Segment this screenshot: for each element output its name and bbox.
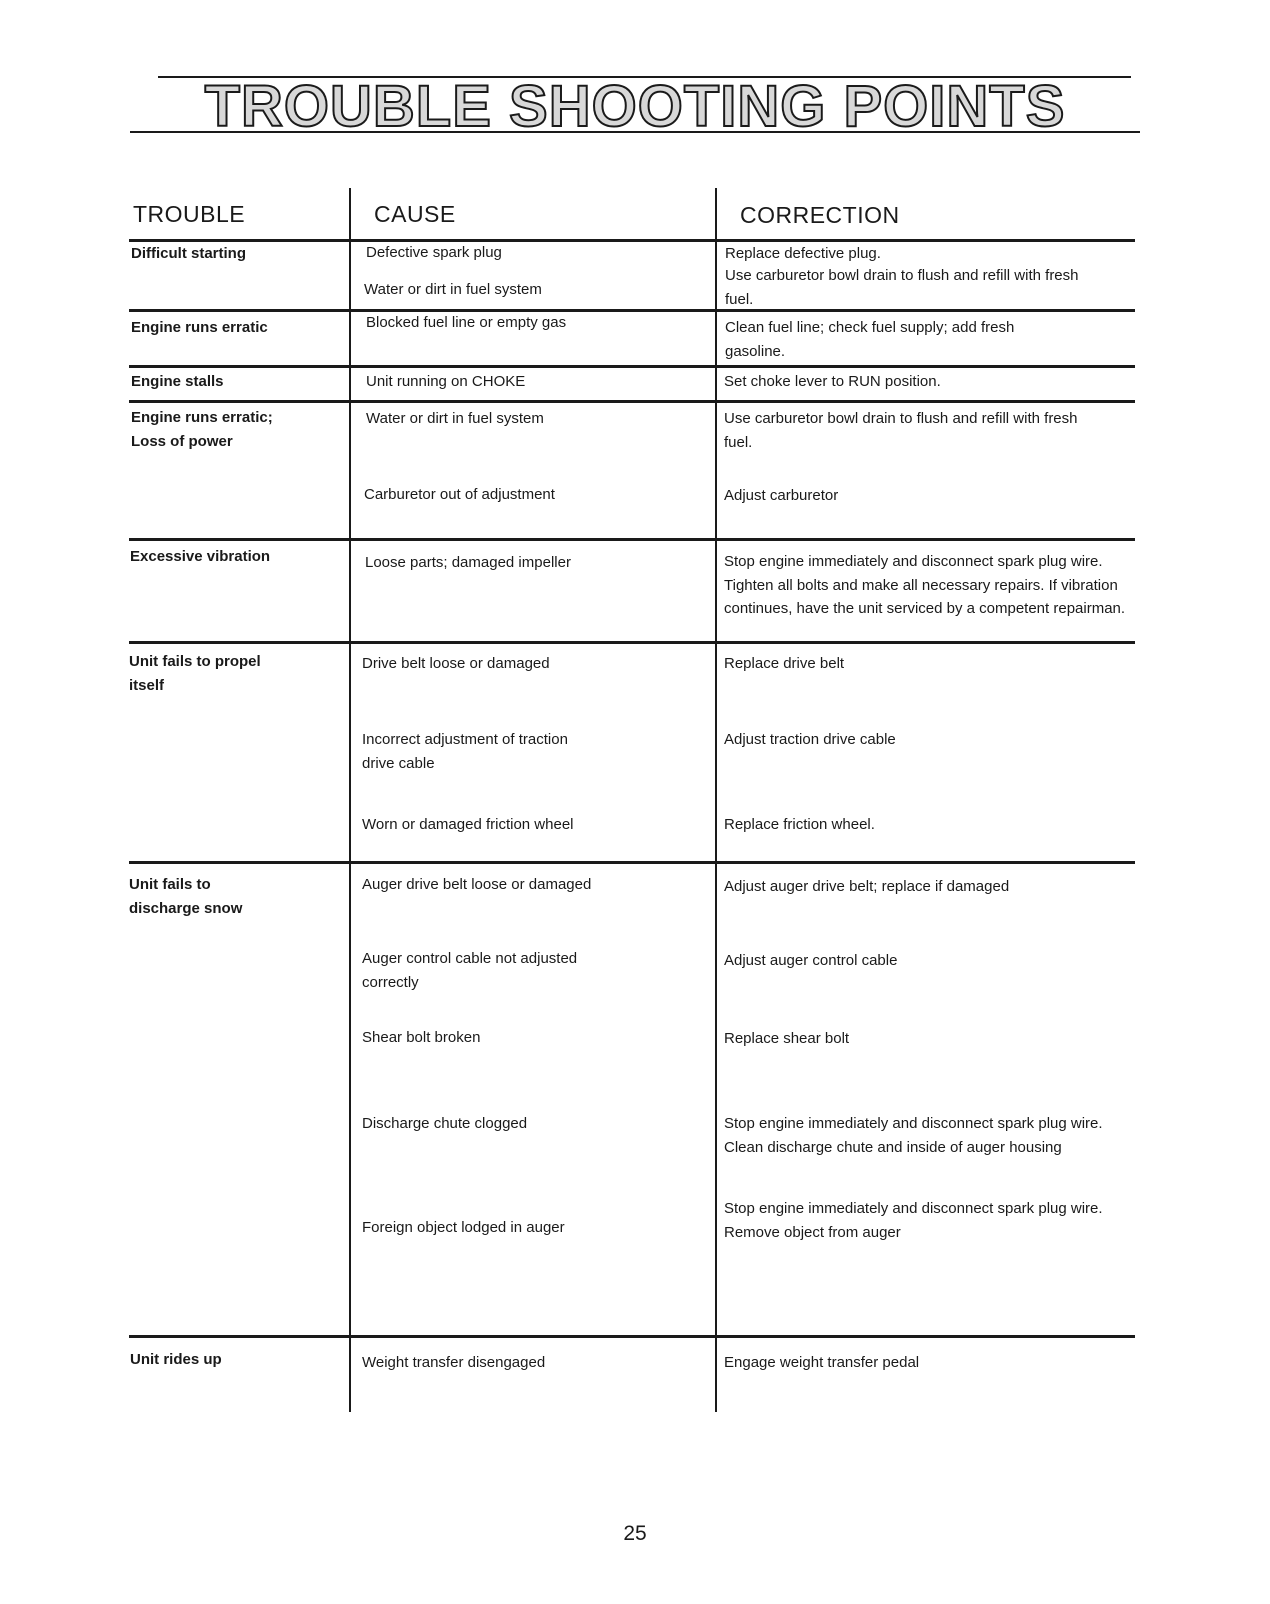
cause-cell: Auger control cable not adjusted correctly (362, 950, 578, 991)
correction-cell: Adjust traction drive cable (724, 731, 896, 748)
cause-cell: Shear bolt broken (362, 1029, 481, 1046)
correction-cell: Stop engine immediately and disconnect spark plug wire. Remove object from auger (724, 1200, 1103, 1241)
cause-cell: Drive belt loose or damaged (362, 655, 550, 672)
header-correction: CORRECTION (740, 202, 900, 228)
correction-cell: Use carburetor bowl drain to flush and refill with fresh fuel. (725, 267, 1079, 308)
correction-cell: Stop engine immediately and disconnect spark plug wire. Tighten all bolts and make all necessary repairs. If vibration continues, have the unit serviced by a competent repairman. (724, 553, 1126, 617)
correction-cell: Replace defective plug. (725, 245, 881, 262)
trouble-cell: Engine stalls (131, 373, 224, 390)
correction-cell: Clean fuel line; check fuel supply; add fresh gasoline. (725, 319, 1015, 360)
correction-cell: Replace friction wheel. (724, 816, 875, 833)
correction-cell: Set choke lever to RUN position. (724, 373, 941, 390)
cause-cell: Foreign object lodged in auger (362, 1219, 565, 1236)
cause-cell: Unit running on CHOKE (366, 373, 526, 390)
cause-cell: Loose parts; damaged impeller (365, 554, 571, 571)
row-rule (129, 861, 1135, 864)
correction-cell: Replace shear bolt (724, 1030, 850, 1047)
correction-cell: Use carburetor bowl drain to flush and refill with fresh fuel. (724, 410, 1078, 451)
column-divider-2 (715, 188, 717, 1412)
cause-cell: Blocked fuel line or empty gas (366, 314, 567, 331)
correction-cell: Stop engine immediately and disconnect spark plug wire. Clean discharge chute and inside of auger housing (724, 1115, 1103, 1156)
cause-cell: Defective spark plug (366, 244, 502, 261)
correction-cell: Replace drive belt (724, 655, 845, 672)
trouble-cell: Engine runs erratic; Loss of power (131, 409, 273, 450)
page-number: 25 (623, 1522, 647, 1545)
correction-cell: Adjust carburetor (724, 487, 839, 504)
cause-cell: Worn or damaged friction wheel (362, 816, 574, 833)
row-rule (129, 365, 1135, 368)
trouble-cell: Unit rides up (130, 1351, 222, 1368)
trouble-cell: Engine runs erratic (131, 319, 268, 336)
correction-cell: Engage weight transfer pedal (724, 1354, 920, 1371)
trouble-cell: Unit fails to discharge snow (129, 876, 243, 917)
row-rule (129, 400, 1135, 403)
column-divider-1 (349, 188, 351, 1412)
cause-cell: Discharge chute clogged (362, 1115, 528, 1132)
trouble-cell: Difficult starting (131, 245, 246, 262)
correction-cell: Adjust auger control cable (724, 952, 898, 969)
cause-cell: Auger drive belt loose or damaged (362, 876, 592, 893)
cause-cell: Carburetor out of adjustment (364, 486, 555, 503)
header-trouble: TROUBLE (133, 201, 246, 227)
trouble-cell: Excessive vibration (130, 548, 271, 565)
correction-cell: Adjust auger drive belt; replace if damaged (724, 878, 1010, 895)
page-title: TROUBLE SHOOTING POINTS (204, 74, 1066, 139)
row-rule (129, 1335, 1135, 1338)
cause-cell: Water or dirt in fuel system (364, 281, 542, 298)
row-rule (129, 641, 1135, 644)
cause-cell: Weight transfer disengaged (362, 1354, 546, 1371)
header-cause: CAUSE (374, 201, 456, 227)
trouble-cell: Unit fails to propel itself (129, 653, 261, 694)
cause-cell: Water or dirt in fuel system (366, 410, 544, 427)
cause-cell: Incorrect adjustment of traction drive cable (362, 731, 568, 772)
row-rule (129, 538, 1135, 541)
